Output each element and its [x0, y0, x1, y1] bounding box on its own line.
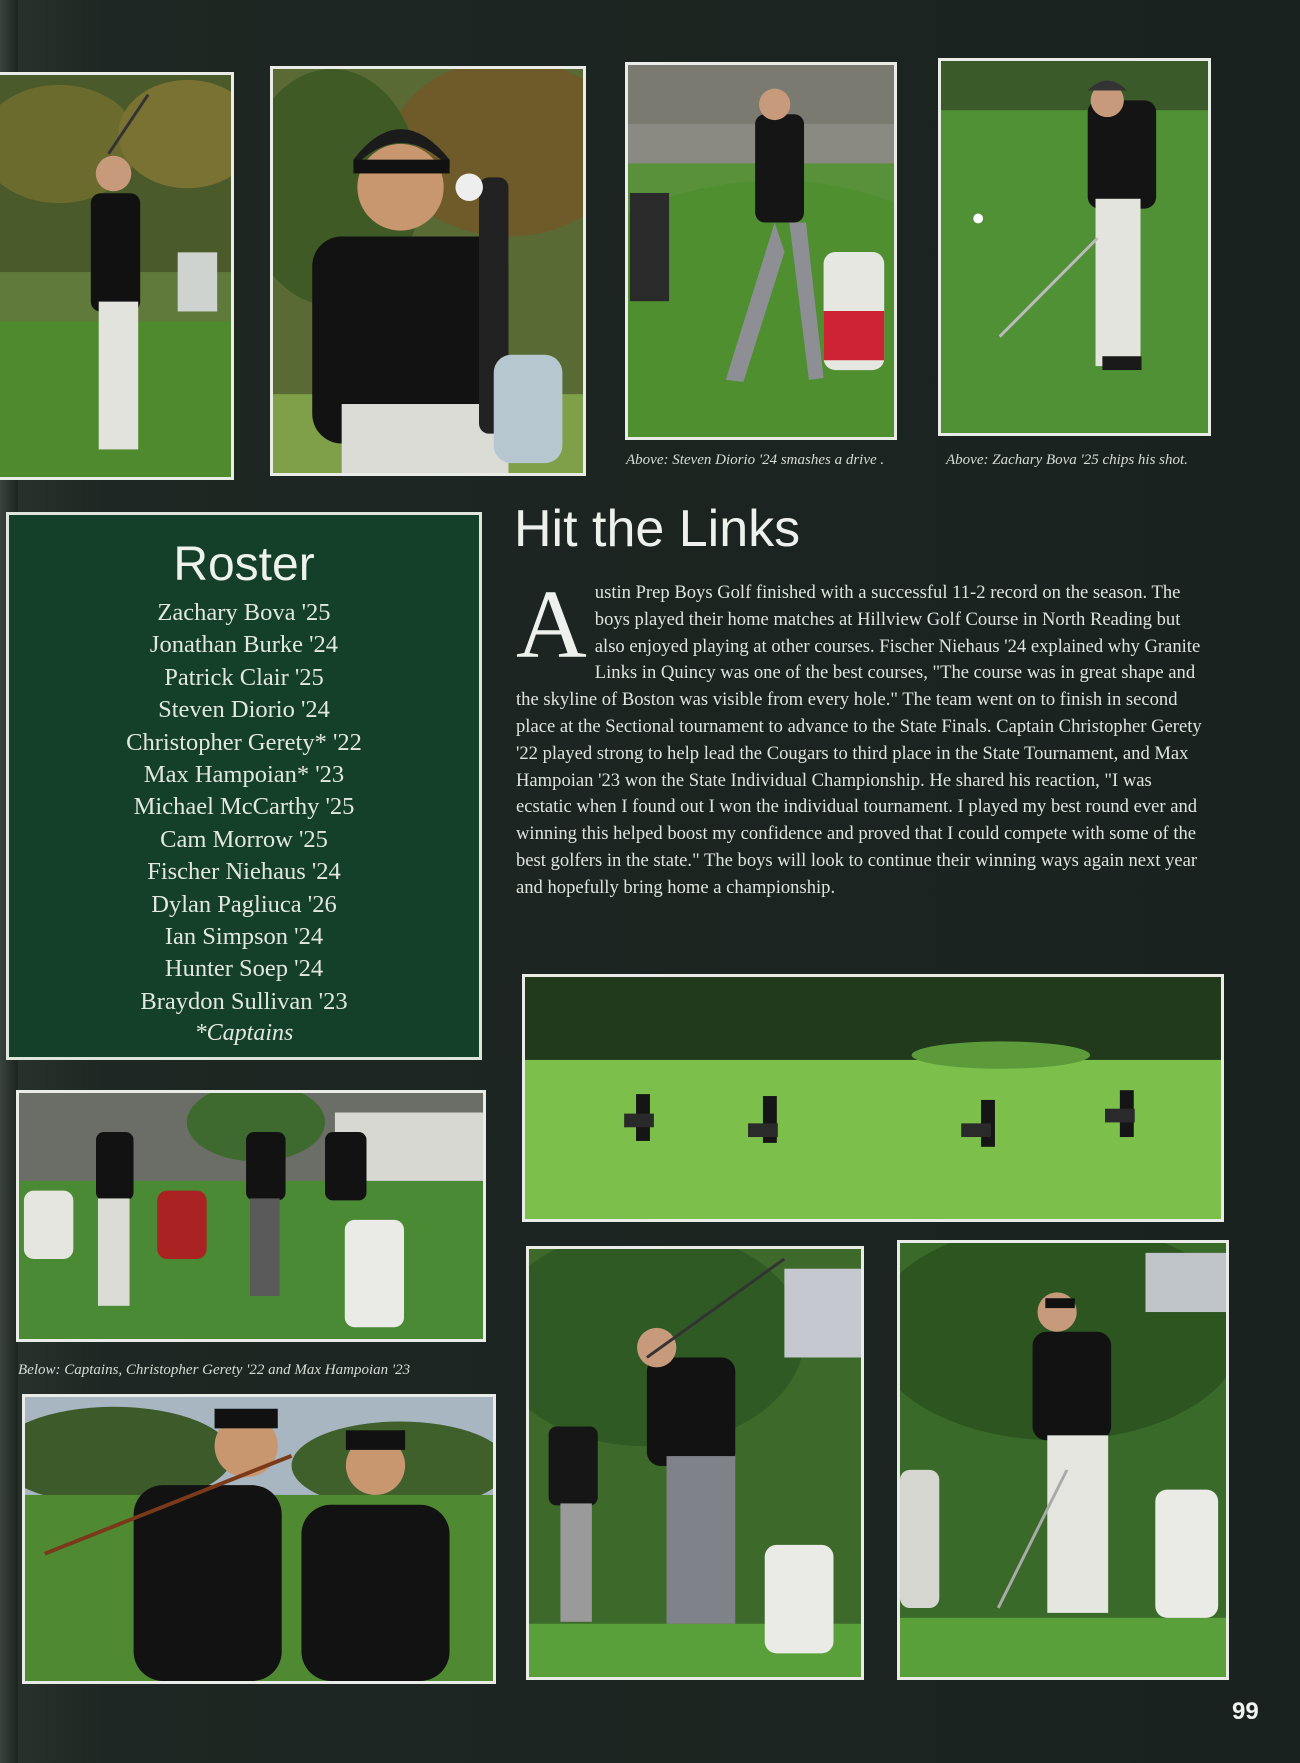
article-body [516, 571, 1206, 902]
photo-golfer-backswing [526, 1246, 864, 1680]
drop-cap: A [516, 571, 587, 679]
roster-member: Ian Simpson '24 [164, 923, 324, 951]
caption-bova: Above: Zachary Bova '25 chips his shot. [946, 452, 1188, 468]
roster-list [9, 597, 479, 1018]
roster-member: Hunter Soep '24 [164, 955, 324, 983]
caption-diorio: Above: Steven Diorio '24 smashes a drive . [626, 452, 885, 468]
roster-member: Zachary Bova '25 [157, 599, 331, 626]
photo-golfer-address [897, 1240, 1229, 1680]
roster-member: Cam Morrow '25 [160, 825, 328, 853]
roster-captains-note: *Captains [194, 1020, 294, 1047]
roster-member: Christopher Gerety* '22 [126, 728, 362, 756]
article-text: ustin Prep Boys Golf finished with a successful 11-2 record on the season. The boys played their home matches at Hillview Golf Course in North Reading but also enjoyed playing at other courses. Fischer Niehaus '24 explained why Granite Links in Quincy was one of the best courses, "The course was in great shape and the skyline of Boston was visible from every hole." The team went on to finish in second place at the Sectional tournament to advance to the State Finals. Captain Christopher Gerety '22 played strong to help lead the Cougars to third place in the State Tournament, and Max Hampoian '23 won the State Individual Championship. He shared his reaction, "I was ecstatic when I found out I won the individual tournament. I played my best round ever and winning this helped boost my confidence and proved that I could compete with some of the best golfers in the state." The boys will look to continue their winning ways again next year and hopefully bring home a championship. [516, 582, 1202, 898]
photo-golfer-follow-through [0, 72, 234, 480]
photo-team-with-bags [16, 1090, 486, 1342]
roster-member: Patrick Clair '25 [164, 663, 324, 691]
photo-bova-chip [938, 58, 1211, 436]
article-headline: Hit the Links [514, 500, 801, 558]
roster-member: Dylan Pagliuca '26 [151, 890, 337, 918]
page-number: 99 [1232, 1698, 1259, 1725]
photo-captains [22, 1394, 496, 1684]
photo-golfer-smiling-bag [270, 66, 586, 476]
roster-panel [6, 512, 482, 1060]
roster-member: Steven Diorio '24 [158, 696, 330, 724]
roster-member: Michael McCarthy '25 [133, 793, 355, 821]
roster-member: Fischer Niehaus '24 [147, 858, 341, 886]
caption-captains: Below: Captains, Christopher Gerety '22 and Max Hampoian '23 [18, 1362, 411, 1378]
photo-diorio-drive [625, 62, 897, 440]
roster-member: Jonathan Burke '24 [149, 631, 339, 659]
photo-team-walking-fairway [522, 974, 1224, 1222]
roster-title: Roster [173, 538, 315, 591]
roster-member: Braydon Sullivan '23 [140, 987, 348, 1015]
roster-member: Max Hampoian* '23 [143, 761, 345, 789]
